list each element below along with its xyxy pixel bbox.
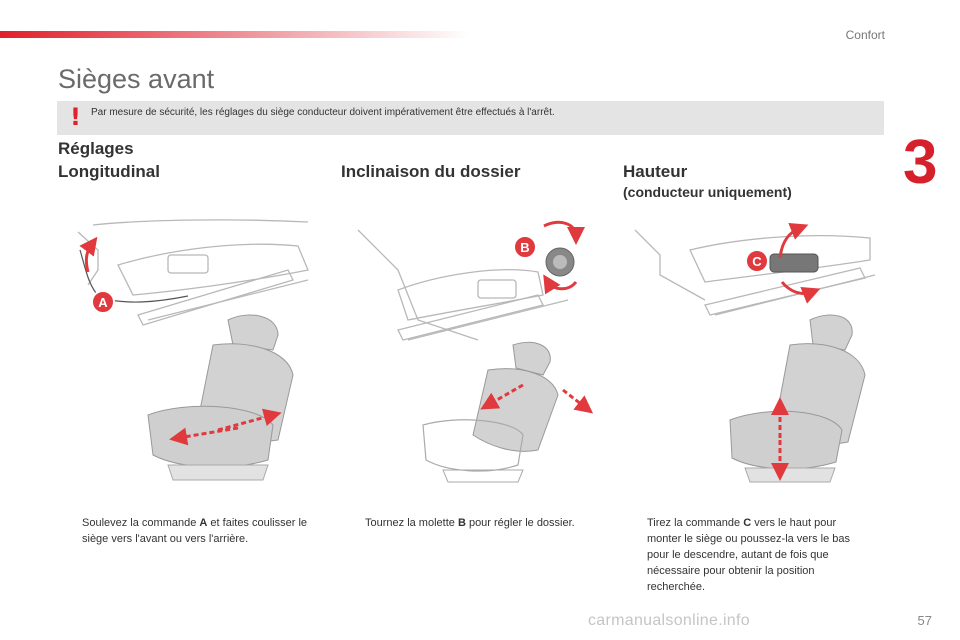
warning-icon: !: [70, 103, 81, 131]
seat-diagram-front: [148, 315, 293, 480]
illustration-inclinaison: [338, 210, 598, 500]
seat-diagram-height: [730, 315, 865, 482]
marker-b-label: B: [520, 240, 530, 255]
safety-warning: [57, 101, 884, 135]
watermark: carmanualsonline.info: [588, 612, 750, 629]
caption-longitudinal: Soulevez la commande A et faites coulisser le siège vers l'avant ou vers l'arrière.: [82, 517, 308, 545]
illustration-hauteur: [620, 210, 880, 500]
col-title-hauteur: Hauteur: [623, 162, 688, 181]
illustration-longitudinal: [58, 210, 318, 500]
col-subtitle-hauteur: (conducteur uniquement): [623, 184, 792, 200]
page-number: 57: [917, 613, 932, 628]
marker-c-label: C: [752, 254, 762, 269]
col-title-inclinaison: Inclinaison du dossier: [341, 162, 521, 181]
marker-a-label: A: [98, 295, 108, 310]
page-title: Sièges avant: [58, 64, 215, 94]
warning-text: Par mesure de sécurité, les réglages du siège conducteur doivent impérativement être effectués à l'arrêt.: [91, 107, 555, 118]
header-accent-bar: [0, 31, 470, 38]
col-title-longitudinal: Longitudinal: [58, 162, 160, 181]
chapter-number: 3: [903, 128, 938, 197]
section-label: Confort: [845, 28, 885, 42]
section-title: Réglages: [58, 139, 134, 158]
caption-hauteur: Tirez la commande C vers le haut pour monter le siège ou poussez-la vers le bas pour le descendre, autant de fois que nécessaire pour obtenir la position recherchée.: [647, 517, 850, 593]
seat-diagram-recline: [423, 342, 558, 482]
caption-inclinaison: Tournez la molette B pour régler le dossier.: [365, 517, 575, 529]
